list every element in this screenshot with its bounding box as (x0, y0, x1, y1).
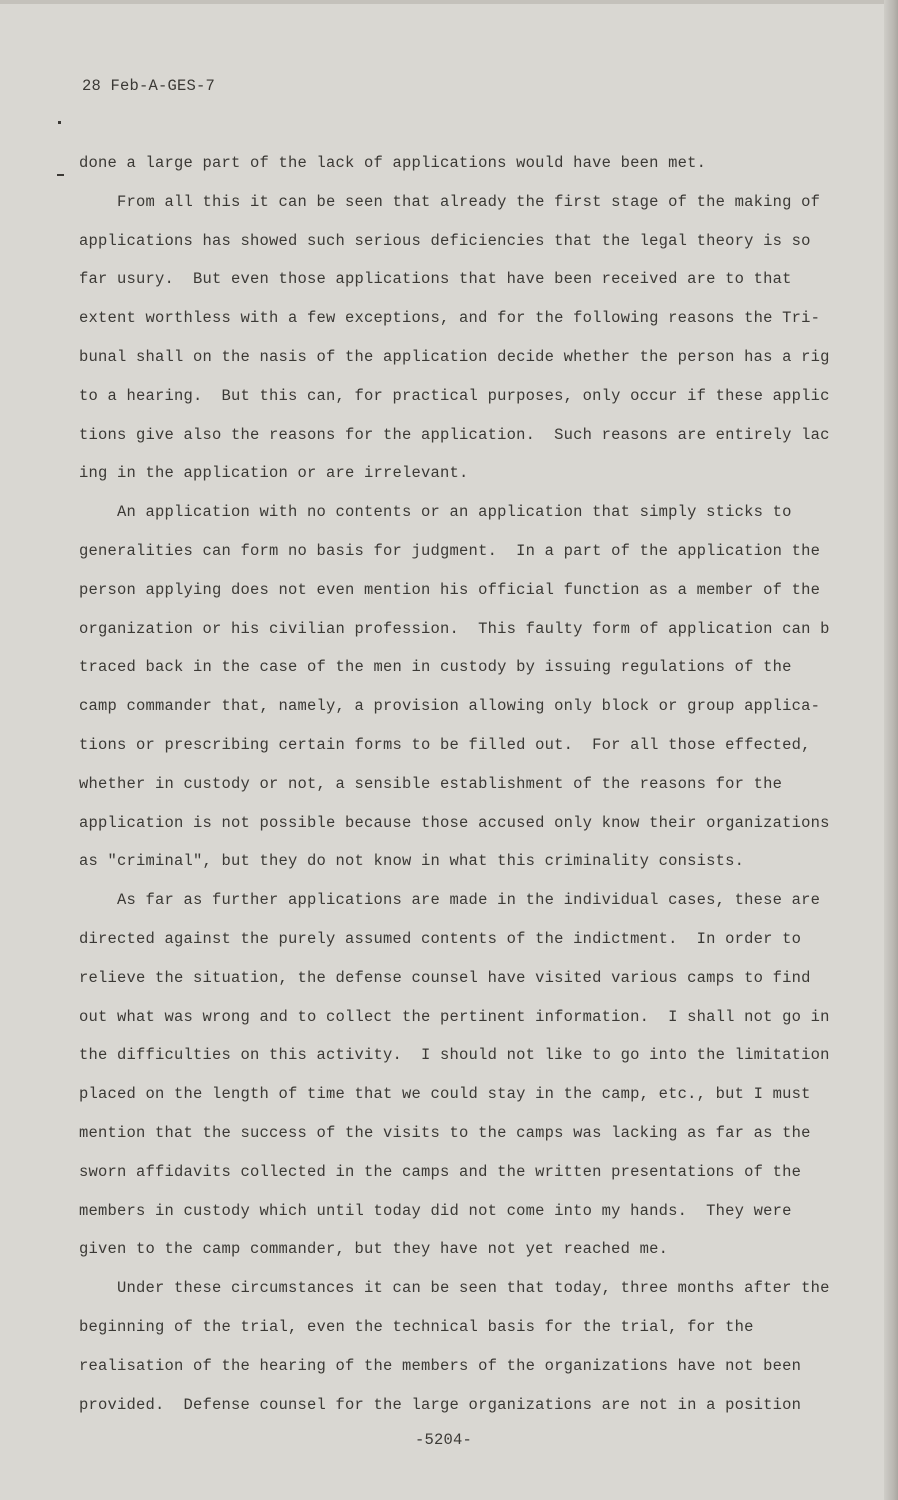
text-line: generalities can form no basis for judgment. In a part of the application the (79, 542, 821, 560)
text-line: tions give also the reasons for the application. Such reasons are entirely lac (79, 426, 830, 444)
text-line: organization or his civilian profession. This faulty form of application can b (79, 620, 830, 638)
text-line: applications has showed such serious deficiencies that the legal theory is so (79, 232, 811, 250)
text-line: bunal shall on the nasis of the application decide whether the person has a rig (79, 348, 830, 366)
text-line: extent worthless with a few exceptions, and for the following reasons the Tri- (79, 309, 821, 327)
text-line: camp commander that, namely, a provision allowing only block or group applica- (79, 697, 821, 715)
text-line: members in custody which until today did not come into my hands. They were (79, 1202, 792, 1220)
text-line: given to the camp commander, but they have not yet reached me. (79, 1240, 669, 1258)
text-line: far usury. But even those applications that have been received are to that (79, 270, 792, 288)
text-line: person applying does not even mention his official function as a member of the (79, 581, 821, 599)
text-line: sworn affidavits collected in the camps and the written presentations of the (79, 1163, 802, 1181)
text-line: From all this it can be seen that already the first stage of the making of (79, 193, 821, 211)
text-line: relieve the situation, the defense counsel have visited various camps to find (79, 969, 811, 987)
text-line: Under these circumstances it can be seen that today, three months after the (79, 1279, 830, 1297)
text-line: provided. Defense counsel for the large organizations are not in a position (79, 1396, 802, 1414)
margin-dash (57, 174, 64, 176)
text-line: placed on the length of time that we could stay in the camp, etc., but I must (79, 1085, 811, 1103)
text-line: tions or prescribing certain forms to be filled out. For all those effected, (79, 736, 811, 754)
text-line: directed against the purely assumed contents of the indictment. In order to (79, 930, 802, 948)
text-line: beginning of the trial, even the technical basis for the trial, for the (79, 1318, 754, 1336)
margin-dot (58, 121, 61, 124)
text-line: application is not possible because those accused only know their organizations (79, 814, 830, 832)
page-number: -5204- (415, 1431, 473, 1449)
text-line: realisation of the hearing of the members of the organizations have not been (79, 1357, 802, 1375)
text-line: ing in the application or are irrelevant. (79, 464, 469, 482)
header-reference: 28 Feb-A-GES-7 (82, 77, 216, 95)
text-line: out what was wrong and to collect the pertinent information. I shall not go in (79, 1008, 830, 1026)
text-line: the difficulties on this activity. I should not like to go into the limitation (79, 1046, 830, 1064)
paper-top-edge (0, 0, 898, 4)
text-line: As far as further applications are made in the individual cases, these are (79, 891, 821, 909)
text-line: An application with no contents or an application that simply sticks to (79, 503, 792, 521)
text-line: whether in custody or not, a sensible establishment of the reasons for the (79, 775, 783, 793)
paper-right-edge (884, 0, 898, 1500)
text-line: mention that the success of the visits to the camps was lacking as far as the (79, 1124, 811, 1142)
text-line: as "criminal", but they do not know in what this criminality consists. (79, 852, 745, 870)
text-line: done a large part of the lack of applications would have been met. (79, 154, 707, 172)
text-line: to a hearing. But this can, for practical purposes, only occur if these applic (79, 387, 830, 405)
text-line: traced back in the case of the men in custody by issuing regulations of the (79, 658, 792, 676)
